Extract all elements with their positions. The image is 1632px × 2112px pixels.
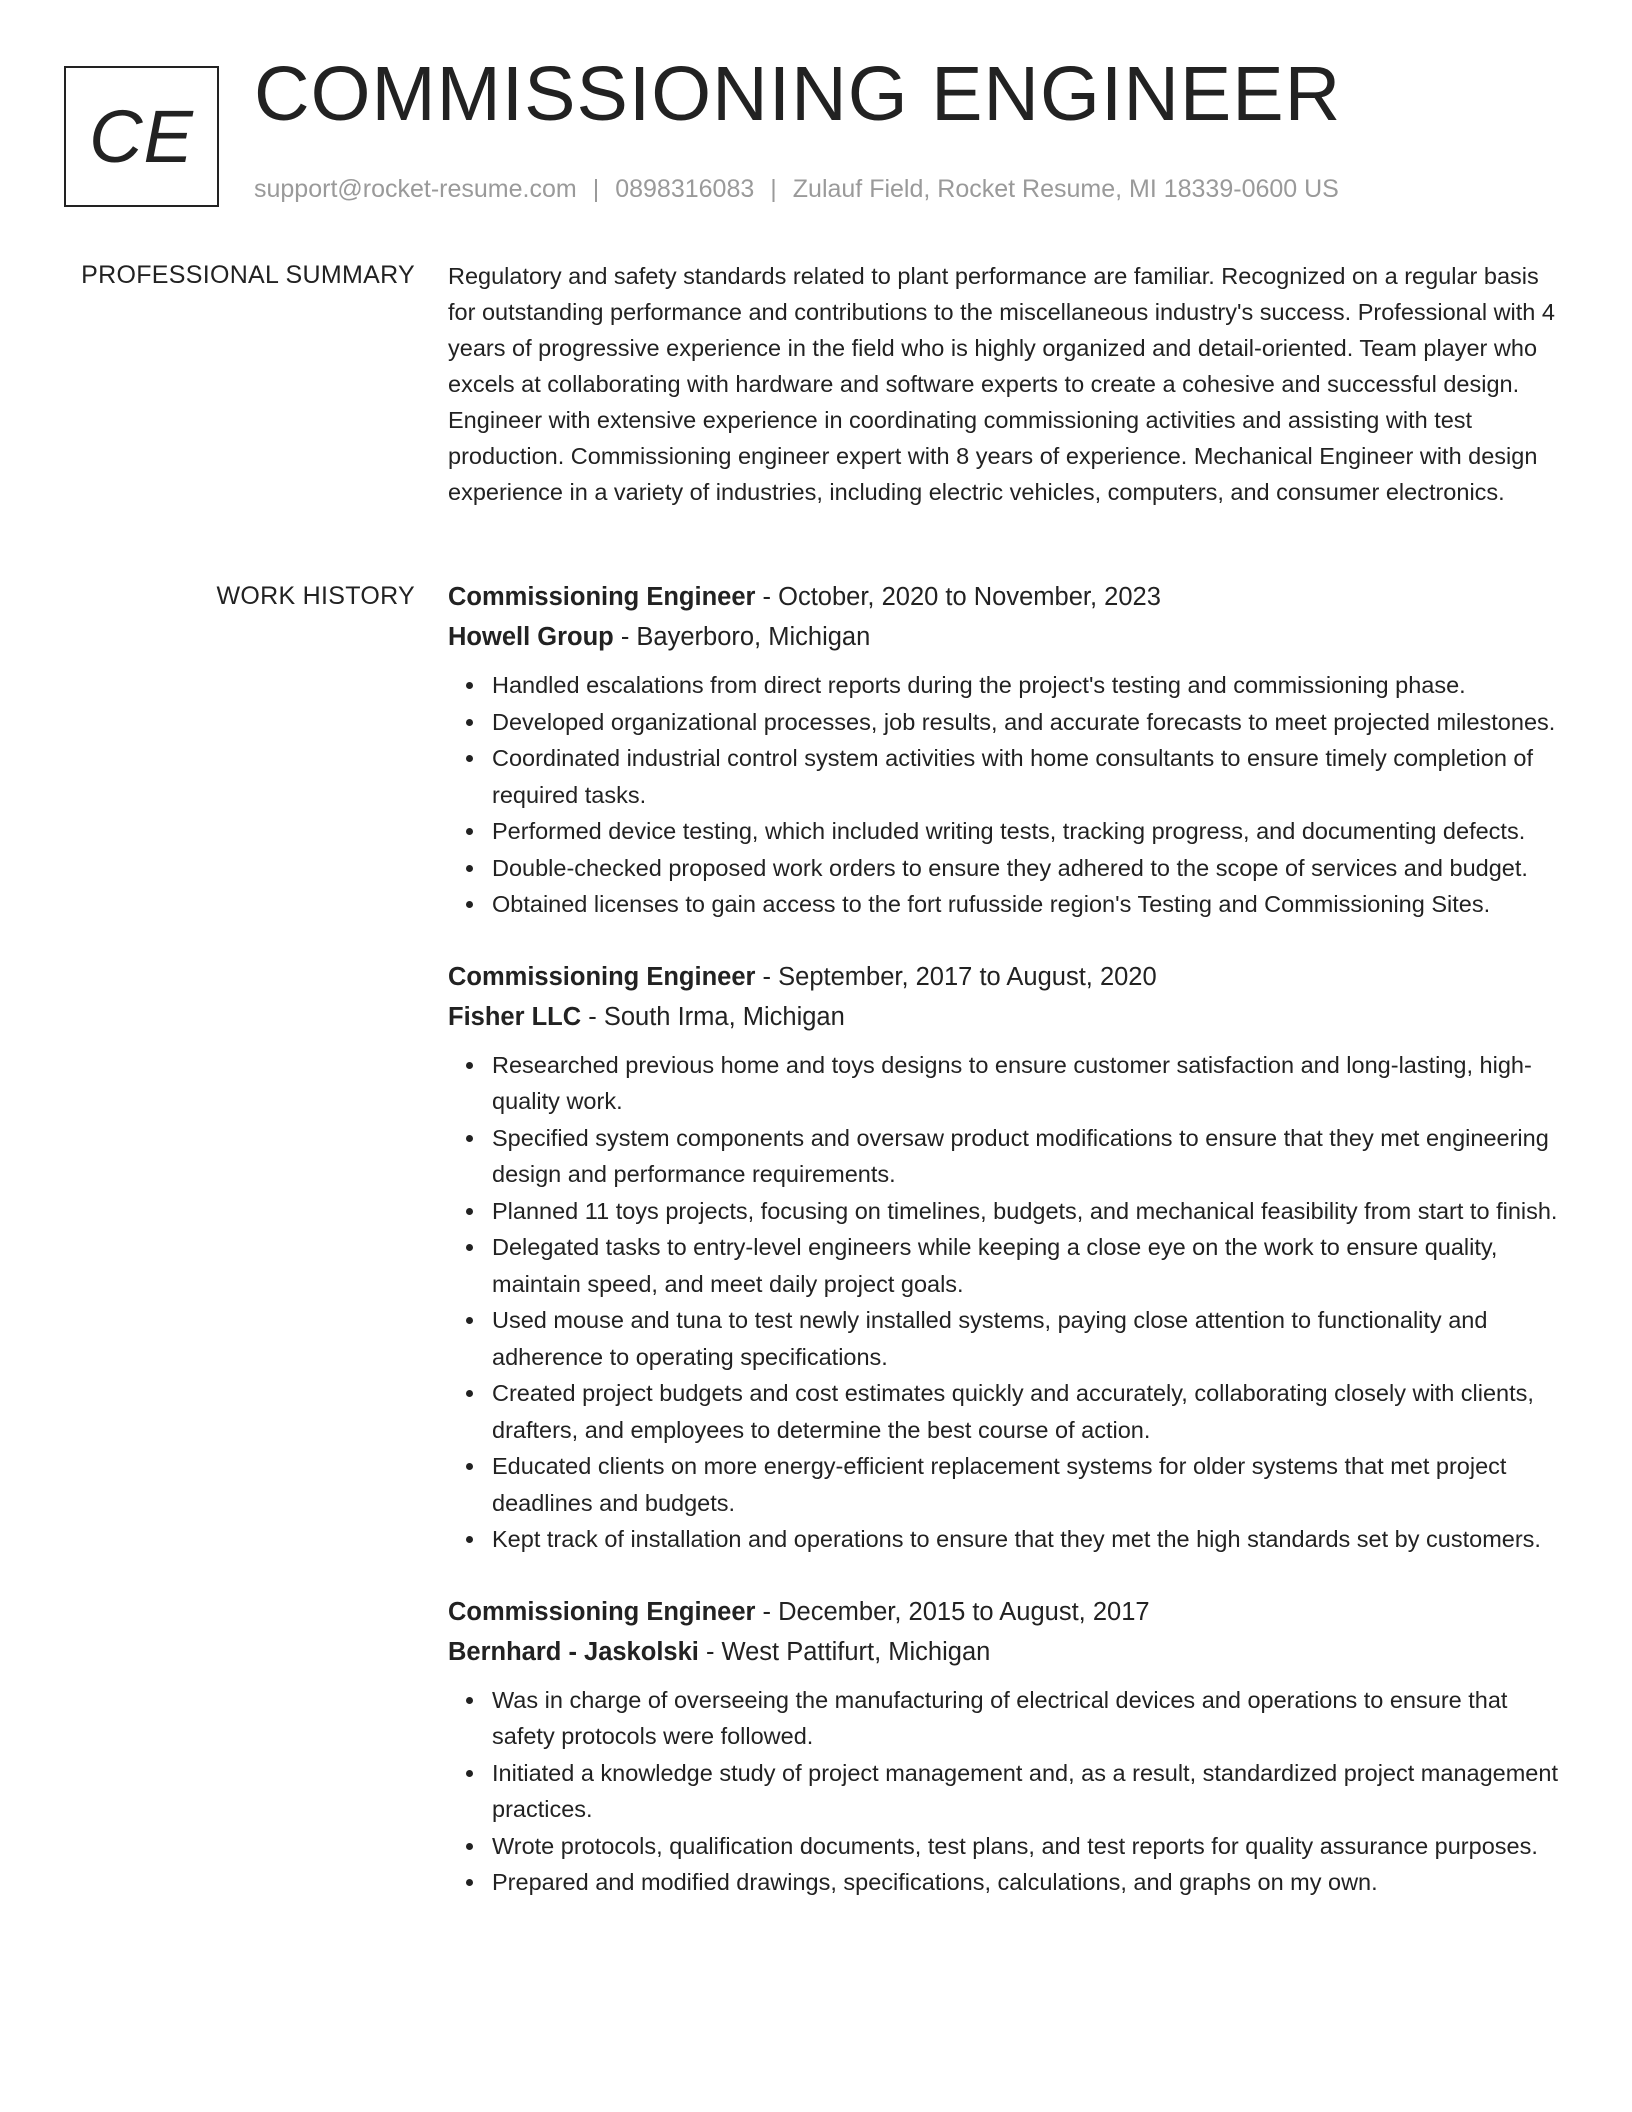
contact-separator: | bbox=[592, 175, 600, 203]
job-bullet: Kept track of installation and operations to ensure that they met the high standards set by customers. bbox=[492, 1521, 1560, 1558]
job-company-line bbox=[448, 617, 1560, 657]
job-bullet: Performed device testing, which included writing tests, tracking progress, and documenting defects. bbox=[492, 813, 1560, 850]
job-entry bbox=[448, 1592, 1560, 1901]
job-title-line bbox=[448, 1592, 1560, 1632]
contact-email[interactable]: support@rocket-resume.com bbox=[254, 175, 577, 203]
job-dates: - October, 2020 to November, 2023 bbox=[755, 583, 1161, 611]
job-title: Commissioning Engineer bbox=[448, 583, 756, 611]
job-bullet: Used mouse and tuna to test newly installed systems, paying close attention to functionality and adherence to operating specifications. bbox=[492, 1302, 1560, 1375]
contact-separator: | bbox=[770, 175, 777, 203]
job-bullet: Wrote protocols, qualification documents, test plans, and test reports for quality assurance purposes. bbox=[492, 1828, 1560, 1865]
job-bullet: Created project budgets and cost estimates quickly and accurately, collaborating closely with clients, drafters, and employees to determine the best course of action. bbox=[492, 1375, 1560, 1448]
section-label-work-history: WORK HISTORY bbox=[216, 582, 415, 610]
job-bullets bbox=[448, 1682, 1560, 1901]
job-entry bbox=[448, 577, 1560, 923]
contact-phone[interactable]: 0898316083 bbox=[615, 175, 755, 203]
section-label-summary: PROFESSIONAL SUMMARY bbox=[81, 261, 415, 289]
contact-line bbox=[254, 175, 1339, 204]
job-bullet: Obtained licenses to gain access to the fort rufusside region's Testing and Commissioning Sites. bbox=[492, 886, 1560, 923]
job-company: Fisher LLC bbox=[448, 1002, 582, 1031]
job-entry bbox=[448, 957, 1560, 1558]
job-bullet: Planned 11 toys projects, focusing on timelines, budgets, and mechanical feasibility from start to finish. bbox=[492, 1193, 1560, 1230]
job-location: - Bayerboro, Michigan bbox=[613, 623, 871, 651]
job-title: Commissioning Engineer bbox=[448, 962, 756, 991]
job-bullet: Was in charge of overseeing the manufacturing of electrical devices and operations to ensure that safety protocols were followed. bbox=[492, 1682, 1560, 1755]
job-company-line bbox=[448, 1632, 1560, 1672]
job-title-line bbox=[448, 957, 1560, 997]
monogram-initials: CE bbox=[89, 95, 194, 178]
job-company: Howell Group bbox=[448, 623, 614, 651]
job-bullet: Initiated a knowledge study of project management and, as a result, standardized project management practices. bbox=[492, 1755, 1560, 1828]
job-title-line bbox=[448, 577, 1560, 617]
job-dates: - December, 2015 to August, 2017 bbox=[755, 1597, 1150, 1626]
job-bullet: Handled escalations from direct reports during the project's testing and commissioning phase. bbox=[492, 667, 1560, 704]
work-history-section bbox=[448, 577, 1560, 1935]
job-bullet: Delegated tasks to entry-level engineers while keeping a close eye on the work to ensure quality, maintain speed, and meet daily project goals. bbox=[492, 1229, 1560, 1302]
resume-title: COMMISSIONING ENGINEER bbox=[254, 51, 1342, 137]
job-dates: - September, 2017 to August, 2020 bbox=[755, 962, 1157, 991]
job-location: - South Irma, Michigan bbox=[581, 1002, 845, 1031]
summary-section bbox=[448, 258, 1560, 510]
job-bullet: Researched previous home and toys designs to ensure customer satisfaction and long-lasting, high-quality work. bbox=[492, 1047, 1560, 1120]
job-bullets bbox=[448, 667, 1560, 923]
job-location: - West Pattifurt, Michigan bbox=[698, 1637, 991, 1666]
contact-address: Zulauf Field, Rocket Resume, MI 18339-0600 US bbox=[792, 175, 1339, 203]
job-bullet: Double-checked proposed work orders to ensure they adhered to the scope of services and budget. bbox=[492, 850, 1560, 887]
monogram-box bbox=[64, 66, 219, 207]
job-bullets bbox=[448, 1047, 1560, 1558]
job-bullet: Educated clients on more energy-efficient replacement systems for older systems that met project deadlines and budgets. bbox=[492, 1448, 1560, 1521]
job-bullet: Specified system components and oversaw product modifications to ensure that they met engineering design and performance requirements. bbox=[492, 1120, 1560, 1193]
job-title: Commissioning Engineer bbox=[448, 1597, 756, 1626]
summary-text: Regulatory and safety standards related to plant performance are familiar. Recognized on a regular basis for outstanding performance and contributions to the miscellaneous industry's success. Professional with 4 years of progressive experience in the field who is highly organized and detail-oriented. Team player who excels at collaborating with hardware and software experts to create a cohesive and successful design. Engineer with extensive experience in coordinating commissioning activities and assisting with test production. Commissioning engineer expert with 8 years of experience. Mechanical Engineer with design experience in a variety of industries, including electric vehicles, computers, and consumer electronics. bbox=[448, 263, 1555, 505]
job-company: Bernhard - Jaskolski bbox=[448, 1637, 699, 1666]
job-bullet: Prepared and modified drawings, specifications, calculations, and graphs on my own. bbox=[492, 1864, 1560, 1901]
job-bullet: Coordinated industrial control system activities with home consultants to ensure timely completion of required tasks. bbox=[492, 740, 1560, 813]
job-company-line bbox=[448, 997, 1560, 1037]
job-bullet: Developed organizational processes, job results, and accurate forecasts to meet projected milestones. bbox=[492, 704, 1560, 741]
